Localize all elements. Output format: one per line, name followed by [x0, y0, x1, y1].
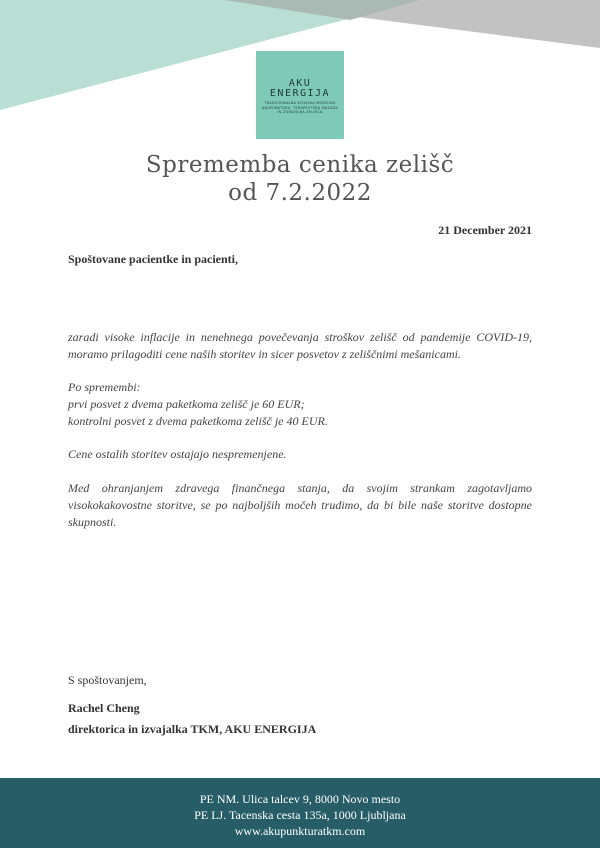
logo-text-aku: AKU: [288, 78, 312, 89]
footer-address-ljubljana: PE LJ. Tacenska cesta 135a, 1000 Ljubljana: [194, 808, 406, 822]
signer-name: Rachel Cheng: [68, 701, 140, 715]
footer-address-novo-mesto: PE NM. Ulica talcev 9, 8000 Novo mesto: [199, 792, 401, 806]
company-logo: [256, 51, 344, 139]
footer-band: [0, 778, 600, 848]
document-title-line1: Sprememba cenika zelišč: [145, 152, 455, 178]
letter-date: 21 December 2021: [438, 223, 532, 237]
signer-role: direktorica in izvajalka TKM, AKU ENERGIJA: [68, 722, 317, 736]
greeting: Spoštovane pacientke in pacienti,: [68, 252, 239, 266]
price-first-consultation: prvi posvet z dvema paketkoma zelišč je 60 EUR;: [68, 397, 305, 411]
closing-salutation: S spoštovanjem,: [68, 673, 147, 687]
logo-text-energija: ENERGIJA: [269, 88, 331, 99]
paragraph-inflation: zaradi visoke inflacije in nenehnega povečevanja stroškov zelišč od pandemije COVID-19, moramo prilagoditi cene naših storitev in sicer posvetov z zeliščnimi mešanicami.: [68, 330, 532, 361]
paragraph-other-services: Cene ostalih storitev ostajajo nespremenjene.: [68, 447, 287, 461]
footer-website-link[interactable]: www.akupunkturatkm.com: [234, 824, 366, 838]
document-title-line2: od 7.2.2022: [228, 180, 372, 206]
paragraph-prices-intro: Po spremembi:: [68, 380, 141, 394]
price-control-consultation: kontrolni posvet z dvema paketkoma zelišč je 40 EUR.: [68, 414, 328, 428]
logo-tagline: TRADICIONALNA KITAJSKA MEDICINA AKUPUNKTURA, TERAPEVTSKA MASAŽA IN ZDRAVILNA ZELIŠČA: [262, 101, 338, 114]
paragraph-commitment: Med ohranjanjem zdravega finančnega stanja, da svojim strankam zagotavljamo visokokakovostne storitve, se po najboljših močeh trudimo, da bi bile naše storitve dostopne skupnosti.: [68, 481, 532, 529]
